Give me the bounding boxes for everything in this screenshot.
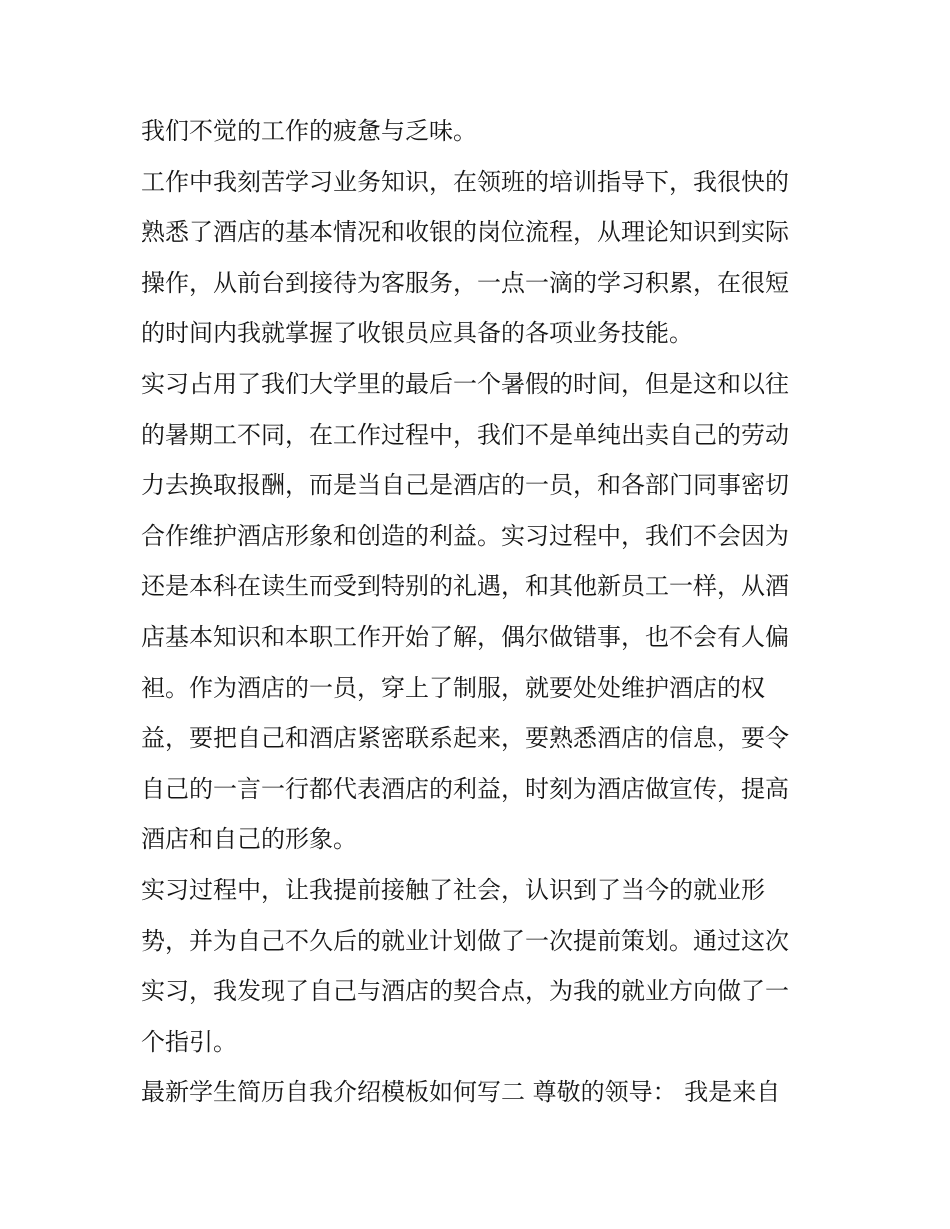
- text-line: 实习过程中，让我提前接触了社会，认识到了当今的就业形: [141, 875, 765, 904]
- text-line: 实习，我发现了自己与酒店的契合点，为我的就业方向做了一: [141, 977, 789, 1006]
- text-line: 的时间内我就掌握了收银员应具备的各项业务技能。: [141, 319, 693, 348]
- text-line: 的暑期工不同，在工作过程中，我们不是单纯出卖自己的劳动: [141, 420, 789, 449]
- text-line: 益，要把自己和酒店紧密联系起来，要熟悉酒店的信息，要令: [141, 724, 789, 753]
- text-line: 实习占用了我们大学里的最后一个暑假的时间，但是这和以往: [141, 369, 789, 398]
- text-line: 自己的一言一行都代表酒店的利益，时刻为酒店做宣传，提高: [141, 774, 789, 803]
- text-line: 势，并为自己不久后的就业计划做了一次提前策划。通过这次: [141, 926, 789, 955]
- text-line: 我们不觉的工作的疲惫与乏味。: [141, 117, 477, 145]
- text-line: 个指引。: [141, 1027, 237, 1056]
- text-line: 合作维护酒店形象和创造的利益。实习过程中，我们不会因为: [141, 521, 789, 550]
- text-line: 酒店和自己的形象。: [141, 825, 357, 854]
- text-line: 店基本知识和本职工作开始了解，偶尔做错事，也不会有人偏: [141, 622, 789, 651]
- text-line: 操作，从前台到接待为客服务，一点一滴的学习积累，在很短: [141, 268, 789, 297]
- document-body: [141, 106, 821, 1118]
- text-line: 力去换取报酬，而是当自己是酒店的一员，和各部门同事密切: [141, 471, 789, 500]
- text-line: 最新学生简历自我介绍模板如何写二 尊敬的领导： 我是来自: [141, 1078, 781, 1107]
- text-line: 工作中我刻苦学习业务知识，在领班的培训指导下，我很快的: [141, 167, 789, 196]
- text-line: 熟悉了酒店的基本情况和收银的岗位流程，从理论知识到实际: [141, 218, 789, 247]
- text-line: 袒。作为酒店的一员，穿上了制服，就要处处维护酒店的权: [141, 673, 765, 702]
- text-line: 还是本科在读生而受到特别的礼遇，和其他新员工一样，从酒: [141, 572, 789, 601]
